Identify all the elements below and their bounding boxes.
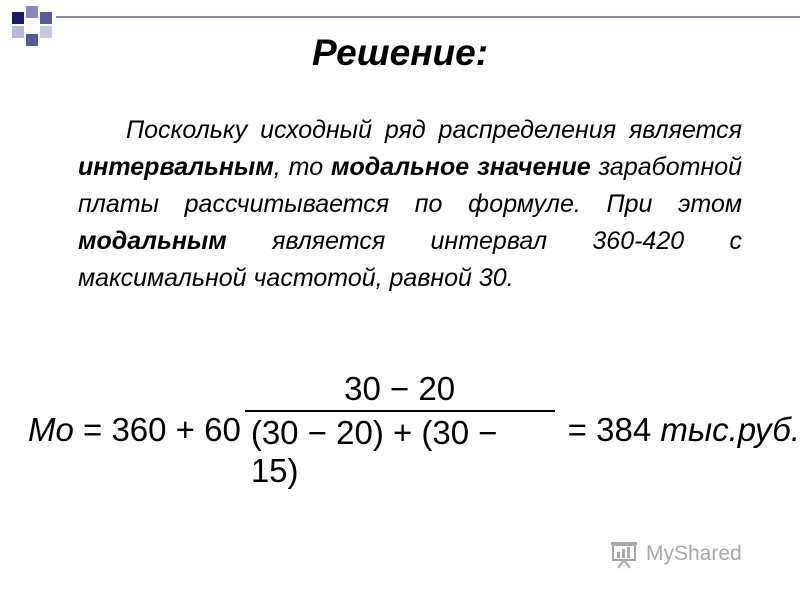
mode-formula xyxy=(28,370,800,489)
paragraph-bold-1: интервальным xyxy=(78,153,274,181)
formula-lhs: Mo xyxy=(28,411,74,448)
presentation-board-icon xyxy=(608,538,640,570)
deco-square-dark xyxy=(12,12,24,24)
paragraph-text-4: является интервал 360-420 с максимальной частотой, равной 30. xyxy=(78,227,742,292)
formula-prefix: = 360 + 60 xyxy=(73,411,241,448)
slide-title: Решение: xyxy=(311,32,489,73)
paragraph-bold-3: модальным xyxy=(78,227,227,255)
deco-square-light xyxy=(26,6,38,18)
solution-paragraph xyxy=(78,112,742,297)
fraction-denominator: (30 − 20) + (30 − 15) xyxy=(250,414,498,489)
formula-unit: тыс.руб. xyxy=(660,411,800,448)
paragraph-text-3: заработной платы рассчитывается по формуле. При этом xyxy=(78,153,743,218)
paragraph-bold-2: модальное значение xyxy=(331,153,591,181)
deco-square-mid xyxy=(40,12,52,24)
formula-fraction xyxy=(245,370,555,490)
watermark xyxy=(608,536,788,572)
formula-result: = 384 xyxy=(558,411,661,448)
paragraph-text-1: Поскольку исходный ряд распределения является xyxy=(126,116,742,144)
watermark-text: MyShared xyxy=(646,542,742,565)
paragraph-text-2: , то xyxy=(273,153,332,181)
header-rule xyxy=(56,16,800,18)
fraction-numerator: 30 − 20 xyxy=(344,370,456,407)
